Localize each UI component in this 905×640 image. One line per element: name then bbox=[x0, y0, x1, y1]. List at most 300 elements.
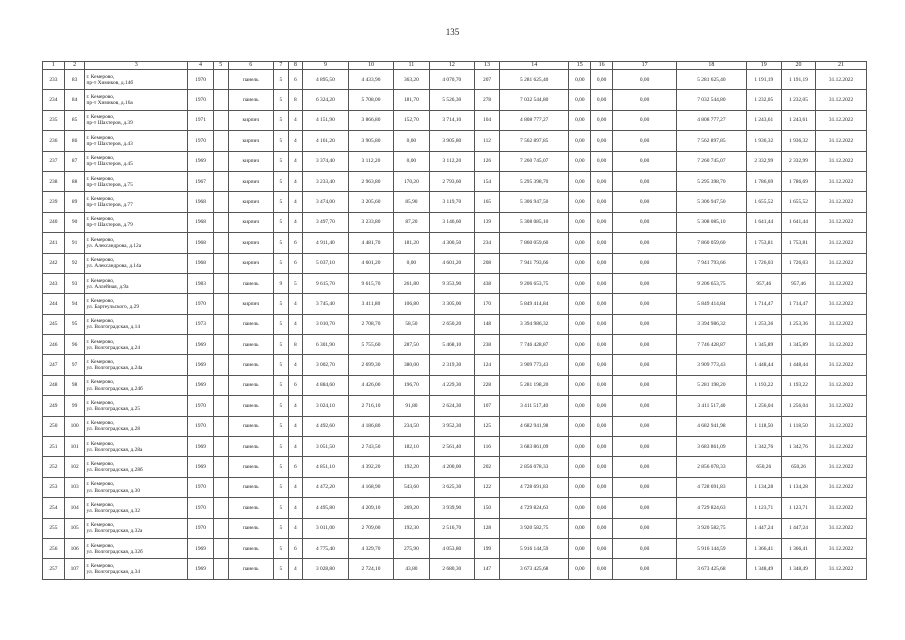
table-cell: 1 123,71 bbox=[746, 498, 781, 518]
table-cell: 235 bbox=[43, 110, 65, 130]
table-cell bbox=[214, 273, 229, 293]
table-cell: 0,00 bbox=[569, 151, 591, 171]
table-cell: 5 bbox=[274, 457, 289, 477]
table-cell: 1967 bbox=[188, 171, 214, 191]
table-cell: 1969 bbox=[188, 559, 214, 579]
table-cell: 251 bbox=[43, 437, 65, 457]
table-cell: 2 716,10 bbox=[348, 396, 394, 416]
table-row bbox=[43, 192, 867, 212]
table-cell: 0,00 bbox=[591, 416, 613, 436]
table-cell: 122 bbox=[475, 477, 500, 497]
table-cell: 94 bbox=[64, 294, 85, 314]
table-cell: 1 655,52 bbox=[781, 192, 815, 212]
table-cell: 2 699,30 bbox=[348, 355, 394, 375]
table-cell bbox=[214, 416, 229, 436]
table-cell: 4 186,80 bbox=[348, 416, 394, 436]
table-row bbox=[43, 375, 867, 395]
table-cell: 243 bbox=[43, 273, 65, 293]
table-cell: 1970 bbox=[188, 477, 214, 497]
table-cell: 3 714,10 bbox=[429, 110, 475, 130]
table-cell bbox=[214, 131, 229, 151]
table-cell: панель bbox=[228, 559, 274, 579]
table-cell: 1 655,52 bbox=[746, 192, 781, 212]
table-cell: 1969 bbox=[188, 151, 214, 171]
table-cell: 0,00 bbox=[612, 314, 676, 334]
table-cell: 0,00 bbox=[591, 335, 613, 355]
table-cell: 7 746 428,87 bbox=[499, 335, 568, 355]
table-cell: 31.12.2022 bbox=[816, 70, 867, 90]
address-cell: г. Кемерово, пр-т Шахтеров, д.43 bbox=[85, 131, 188, 151]
column-number-cell: 16 bbox=[591, 62, 613, 70]
table-cell: 3 119,70 bbox=[429, 192, 475, 212]
table-cell: 4 329,70 bbox=[348, 538, 394, 558]
table-cell: 9 615,70 bbox=[303, 273, 349, 293]
table-cell: 0,00 bbox=[591, 90, 613, 110]
table-cell: 3 625,30 bbox=[429, 477, 475, 497]
table-cell: 7 860 059,60 bbox=[499, 233, 568, 253]
address-cell: г. Кемерово, пр-т Шахтеров, д.77 bbox=[85, 192, 188, 212]
table-cell: 1 641,44 bbox=[746, 212, 781, 232]
table-cell: 207 bbox=[475, 70, 500, 90]
table-cell: панель bbox=[228, 355, 274, 375]
table-cell: 248 bbox=[43, 375, 65, 395]
table-cell: 0,00 bbox=[569, 273, 591, 293]
table-cell: панель bbox=[228, 518, 274, 538]
table-cell: 31.12.2022 bbox=[816, 518, 867, 538]
table-cell: 1969 bbox=[188, 457, 214, 477]
address-cell: г. Кемерово, ул. Волгоградская, д.24 bbox=[85, 335, 188, 355]
table-cell: 0,00 bbox=[569, 131, 591, 151]
table-cell: 192,30 bbox=[394, 518, 429, 538]
table-cell: 242 bbox=[43, 253, 65, 273]
table-cell: 3 394 986,32 bbox=[499, 314, 568, 334]
table-cell: 0,00 bbox=[612, 457, 676, 477]
table-cell: 5 bbox=[274, 416, 289, 436]
table-cell: 5 295 398,70 bbox=[499, 171, 568, 191]
table-cell: 0,00 bbox=[569, 437, 591, 457]
table-cell: кирпич bbox=[228, 233, 274, 253]
table-cell: 4 682 941,98 bbox=[677, 416, 746, 436]
table-cell: 5 bbox=[274, 233, 289, 253]
column-number-cell: 8 bbox=[288, 62, 303, 70]
table-cell: 0,00 bbox=[612, 171, 676, 191]
column-number-cell: 7 bbox=[274, 62, 289, 70]
housing-register-table bbox=[42, 61, 867, 580]
table-cell: 9 615,70 bbox=[348, 273, 394, 293]
table-cell: панель bbox=[228, 273, 274, 293]
table-cell: 5 bbox=[274, 171, 289, 191]
table-cell: 1970 bbox=[188, 131, 214, 151]
table-cell: 5 bbox=[274, 335, 289, 355]
table-cell: 9 206 653,75 bbox=[499, 273, 568, 293]
table-cell: 234,50 bbox=[394, 416, 429, 436]
table-cell: 1 448,44 bbox=[746, 355, 781, 375]
table-cell: 228 bbox=[475, 375, 500, 395]
address-cell: г. Кемерово, ул. Волгоградская, д.28б bbox=[85, 457, 188, 477]
table-cell: 5 295 398,70 bbox=[677, 171, 746, 191]
table-cell: 4 884,60 bbox=[303, 375, 349, 395]
table-cell: 1 753,81 bbox=[781, 233, 815, 253]
table-cell: панель bbox=[228, 375, 274, 395]
table-cell: 6 324,20 bbox=[303, 90, 349, 110]
table-cell: 1970 bbox=[188, 294, 214, 314]
table-cell: 234 bbox=[43, 90, 65, 110]
table-cell: 1 243,61 bbox=[781, 110, 815, 130]
table-cell: 1 232,05 bbox=[781, 90, 815, 110]
table-cell: 380,00 bbox=[394, 355, 429, 375]
table-cell: 5 849 414,84 bbox=[499, 294, 568, 314]
table-cell: 4 209,10 bbox=[348, 498, 394, 518]
table-row bbox=[43, 90, 867, 110]
table-cell: 5 bbox=[274, 518, 289, 538]
table-cell: 4 bbox=[288, 192, 303, 212]
table-cell: 238 bbox=[43, 171, 65, 191]
table-cell: 0,00 bbox=[591, 171, 613, 191]
table-cell: 2 708,70 bbox=[348, 314, 394, 334]
table-cell: 0,00 bbox=[612, 538, 676, 558]
table-cell: 126 bbox=[475, 151, 500, 171]
table-cell: 3 233,80 bbox=[348, 212, 394, 232]
table-cell: 8 bbox=[288, 335, 303, 355]
table-cell: 4 426,00 bbox=[348, 375, 394, 395]
table-cell: 2 724,10 bbox=[348, 559, 394, 579]
table-cell: панель bbox=[228, 416, 274, 436]
table-cell: 31.12.2022 bbox=[816, 110, 867, 130]
table-cell: 650,26 bbox=[746, 457, 781, 477]
table-cell: 4 601,20 bbox=[348, 253, 394, 273]
table-cell: 154 bbox=[475, 171, 500, 191]
table-row bbox=[43, 477, 867, 497]
table-cell: 4 bbox=[288, 396, 303, 416]
table-row bbox=[43, 559, 867, 579]
table-cell: 1969 bbox=[188, 538, 214, 558]
table-cell: 87 bbox=[64, 151, 85, 171]
table-cell: 31.12.2022 bbox=[816, 90, 867, 110]
table-cell: 125 bbox=[475, 416, 500, 436]
address-cell: г. Кемерово, ул. Волгоградская, д.32 bbox=[85, 498, 188, 518]
table-cell: 239 bbox=[43, 192, 65, 212]
table-cell: 3 112,20 bbox=[429, 151, 475, 171]
table-cell: 6 bbox=[288, 538, 303, 558]
table-cell: 105 bbox=[64, 518, 85, 538]
table-row bbox=[43, 253, 867, 273]
table-cell: 104 bbox=[64, 498, 85, 518]
table-cell: 543,60 bbox=[394, 477, 429, 497]
table-cell: 1968 bbox=[188, 233, 214, 253]
table-cell: 106,80 bbox=[394, 294, 429, 314]
table-cell: 4 300,50 bbox=[429, 233, 475, 253]
table-cell bbox=[214, 110, 229, 130]
table-cell: 4 481,70 bbox=[348, 233, 394, 253]
table-cell: 31.12.2022 bbox=[816, 314, 867, 334]
table-cell: 5 bbox=[274, 437, 289, 457]
table-cell: 128 bbox=[475, 518, 500, 538]
table-cell: 107 bbox=[475, 396, 500, 416]
table-cell: 4 bbox=[288, 559, 303, 579]
table-cell: 31.12.2022 bbox=[816, 273, 867, 293]
table-cell: 438 bbox=[475, 273, 500, 293]
table-cell bbox=[214, 355, 229, 375]
table-cell: 4 911,40 bbox=[303, 233, 349, 253]
table-cell: 238 bbox=[475, 335, 500, 355]
table-cell: 7 860 059,60 bbox=[677, 233, 746, 253]
table-cell: 1 191,19 bbox=[746, 70, 781, 90]
address-cell: г. Кемерово, ул. Волгоградская, д.32б bbox=[85, 538, 188, 558]
table-cell: 31.12.2022 bbox=[816, 457, 867, 477]
table-cell: 5 bbox=[274, 212, 289, 232]
table-row bbox=[43, 273, 867, 293]
table-cell: 5 bbox=[274, 396, 289, 416]
table-cell: 0,00 bbox=[569, 538, 591, 558]
address-cell: г. Кемерово, пр-т Шахтеров, д.45 bbox=[85, 151, 188, 171]
table-cell: 1970 bbox=[188, 498, 214, 518]
table-cell: 1970 bbox=[188, 90, 214, 110]
column-number-cell: 9 bbox=[303, 62, 349, 70]
table-cell: 0,00 bbox=[612, 70, 676, 90]
table-cell: 4 161,20 bbox=[303, 131, 349, 151]
table-cell: 1 342,76 bbox=[746, 437, 781, 457]
table-cell: 9 bbox=[274, 273, 289, 293]
address-cell: г. Кемерово, пр-т Химиков, д.14б bbox=[85, 70, 188, 90]
table-cell: 241 bbox=[43, 233, 65, 253]
table-cell: панель bbox=[228, 477, 274, 497]
table-cell: панель bbox=[228, 314, 274, 334]
table-cell: 1 118,50 bbox=[781, 416, 815, 436]
table-cell: 0,00 bbox=[612, 131, 676, 151]
table-cell: 4 bbox=[288, 416, 303, 436]
table-cell: 1 253,36 bbox=[746, 314, 781, 334]
table-cell: 150 bbox=[475, 498, 500, 518]
table-cell: 31.12.2022 bbox=[816, 253, 867, 273]
table-cell: 253 bbox=[43, 477, 65, 497]
table-body bbox=[43, 62, 867, 580]
table-cell bbox=[214, 70, 229, 90]
table-cell: 0,00 bbox=[612, 335, 676, 355]
table-cell: 1 256,04 bbox=[781, 396, 815, 416]
table-cell: 3 673 425,68 bbox=[677, 559, 746, 579]
table-cell: 4 bbox=[288, 110, 303, 130]
table-cell: 0,00 bbox=[591, 498, 613, 518]
table-cell: 7 032 544,80 bbox=[677, 90, 746, 110]
table-cell: 4 bbox=[288, 498, 303, 518]
table-cell: 196,70 bbox=[394, 375, 429, 395]
table-cell: 4 168,90 bbox=[348, 477, 394, 497]
table-cell: 0,00 bbox=[591, 375, 613, 395]
table-cell: 31.12.2022 bbox=[816, 477, 867, 497]
table-cell: 2 856 078,33 bbox=[677, 457, 746, 477]
table-cell: 124 bbox=[475, 355, 500, 375]
table-cell: 237 bbox=[43, 151, 65, 171]
table-cell: 0,00 bbox=[569, 233, 591, 253]
table-cell: 5 526,30 bbox=[429, 90, 475, 110]
table-cell: 5 306 947,50 bbox=[677, 192, 746, 212]
table-cell: 6 301,90 bbox=[303, 335, 349, 355]
table-cell: 3 051,50 bbox=[303, 437, 349, 457]
table-cell: 1 714,47 bbox=[781, 294, 815, 314]
table-cell: 1 342,76 bbox=[781, 437, 815, 457]
table-cell: 3 905,80 bbox=[348, 131, 394, 151]
table-cell: 5 bbox=[274, 192, 289, 212]
table-cell: 3 673 425,68 bbox=[499, 559, 568, 579]
table-cell: 1 786,69 bbox=[781, 171, 815, 191]
table-cell: 0,00 bbox=[591, 151, 613, 171]
address-cell: г. Кемерово, ул. Волгоградская, д.28 bbox=[85, 416, 188, 436]
table-cell: 5 bbox=[274, 375, 289, 395]
address-cell: г. Кемерово, ул. Волгоградская, д.30 bbox=[85, 477, 188, 497]
table-cell: 7 562 897,85 bbox=[677, 131, 746, 151]
table-row bbox=[43, 498, 867, 518]
table-cell: 3 920 582,75 bbox=[677, 518, 746, 538]
table-cell: 31.12.2022 bbox=[816, 151, 867, 171]
table-cell: 4 bbox=[288, 477, 303, 497]
table-cell: 182,10 bbox=[394, 437, 429, 457]
table-cell: 31.12.2022 bbox=[816, 192, 867, 212]
table-cell: 90 bbox=[64, 212, 85, 232]
table-cell: 92 bbox=[64, 253, 85, 273]
address-cell: г. Кемерово, ул. Волгоградская, д.25 bbox=[85, 396, 188, 416]
table-cell bbox=[214, 518, 229, 538]
table-cell: 31.12.2022 bbox=[816, 437, 867, 457]
table-cell: 31.12.2022 bbox=[816, 498, 867, 518]
table-cell: 3 683 861,09 bbox=[499, 437, 568, 457]
table-cell: 2 743,50 bbox=[348, 437, 394, 457]
table-cell: 85,90 bbox=[394, 192, 429, 212]
table-cell: 9 206 653,75 bbox=[677, 273, 746, 293]
table-cell: 9 353,90 bbox=[429, 273, 475, 293]
table-cell: 0,00 bbox=[591, 538, 613, 558]
table-cell: 100 bbox=[64, 416, 85, 436]
address-cell: г. Кемерово, ул. Бартеульского, д.29 bbox=[85, 294, 188, 314]
table-cell: 4 151,90 bbox=[303, 110, 349, 130]
table-cell: 88 bbox=[64, 171, 85, 191]
table-cell: 5 bbox=[274, 477, 289, 497]
table-cell: 99 bbox=[64, 396, 85, 416]
address-cell: г. Кемерово, ул. Волгоградская, д.28а bbox=[85, 437, 188, 457]
table-cell: 0,00 bbox=[591, 294, 613, 314]
table-cell: 139 bbox=[475, 212, 500, 232]
table-cell: 0,00 bbox=[612, 192, 676, 212]
table-cell: 2 650,20 bbox=[429, 314, 475, 334]
table-cell: 101 bbox=[64, 437, 85, 457]
table-cell: 1 345,89 bbox=[746, 335, 781, 355]
table-cell bbox=[214, 538, 229, 558]
table-cell: 31.12.2022 bbox=[816, 416, 867, 436]
table-cell: 3 920 582,75 bbox=[499, 518, 568, 538]
table-cell: 7 941 793,66 bbox=[677, 253, 746, 273]
table-cell: 240 bbox=[43, 212, 65, 232]
table-cell: 2 709,00 bbox=[348, 518, 394, 538]
table-row bbox=[43, 457, 867, 477]
table-cell bbox=[214, 559, 229, 579]
table-cell: 0,00 bbox=[569, 477, 591, 497]
table-cell: 650,26 bbox=[781, 457, 815, 477]
table-cell: 1 118,50 bbox=[746, 416, 781, 436]
table-cell: 1 232,05 bbox=[746, 90, 781, 110]
table-cell: 202 bbox=[475, 457, 500, 477]
table-cell: 252 bbox=[43, 457, 65, 477]
table-cell: 1969 bbox=[188, 355, 214, 375]
table-cell bbox=[214, 498, 229, 518]
table-cell: 2 793,60 bbox=[429, 171, 475, 191]
table-cell: 96 bbox=[64, 335, 85, 355]
table-cell: 6 bbox=[288, 70, 303, 90]
table-cell: 1 191,19 bbox=[781, 70, 815, 90]
table-cell: 31.12.2022 bbox=[816, 559, 867, 579]
table-cell: 91,80 bbox=[394, 396, 429, 416]
table-cell: 1 243,61 bbox=[746, 110, 781, 130]
table-cell: 1 193,22 bbox=[746, 375, 781, 395]
table-cell: 0,00 bbox=[569, 171, 591, 191]
table-cell: 147 bbox=[475, 559, 500, 579]
table-cell: 170,20 bbox=[394, 171, 429, 191]
table-cell: 6 bbox=[288, 253, 303, 273]
table-cell: кирпич bbox=[228, 212, 274, 232]
column-number-cell: 1 bbox=[43, 62, 65, 70]
table-cell: 233 bbox=[43, 70, 65, 90]
table-cell: 1968 bbox=[188, 212, 214, 232]
table-cell: 1 366,41 bbox=[746, 538, 781, 558]
table-cell: 0,00 bbox=[394, 253, 429, 273]
table-cell: 0,00 bbox=[569, 559, 591, 579]
table-cell: 2 624,30 bbox=[429, 396, 475, 416]
table-cell: 6 bbox=[288, 375, 303, 395]
table-cell: 0,00 bbox=[569, 70, 591, 90]
table-cell: 1 714,47 bbox=[746, 294, 781, 314]
table-cell: 5 916 144,59 bbox=[677, 538, 746, 558]
table-cell: 199 bbox=[475, 538, 500, 558]
table-cell: 165 bbox=[475, 192, 500, 212]
table-cell: 31.12.2022 bbox=[816, 212, 867, 232]
table-row bbox=[43, 212, 867, 232]
table-cell: 31.12.2022 bbox=[816, 294, 867, 314]
table-cell: 957,46 bbox=[746, 273, 781, 293]
table-cell bbox=[214, 457, 229, 477]
table-cell: 1970 bbox=[188, 518, 214, 538]
table-cell bbox=[214, 396, 229, 416]
table-cell: 1 936,32 bbox=[781, 131, 815, 151]
table-cell: панель bbox=[228, 538, 274, 558]
table-row bbox=[43, 335, 867, 355]
table-row bbox=[43, 518, 867, 538]
table-cell: 4 433,90 bbox=[348, 70, 394, 90]
table-row bbox=[43, 437, 867, 457]
table-cell: 4 bbox=[288, 518, 303, 538]
table-cell: 97 bbox=[64, 355, 85, 375]
table-cell: 5 bbox=[274, 559, 289, 579]
table-cell: 2 856 078,33 bbox=[499, 457, 568, 477]
table-cell: 8 bbox=[288, 90, 303, 110]
table-cell: панель bbox=[228, 437, 274, 457]
column-number-cell: 15 bbox=[569, 62, 591, 70]
table-cell: 170 bbox=[475, 294, 500, 314]
table-cell: 0,00 bbox=[569, 375, 591, 395]
table-cell: 3 909 773,43 bbox=[499, 355, 568, 375]
table-cell: 278 bbox=[475, 90, 500, 110]
table-cell: 0,00 bbox=[569, 253, 591, 273]
table-cell: 181,20 bbox=[394, 233, 429, 253]
table-cell: 4 729 824,63 bbox=[499, 498, 568, 518]
table-cell: 0,00 bbox=[569, 335, 591, 355]
table-cell bbox=[214, 171, 229, 191]
table-cell: 5 849 414,84 bbox=[677, 294, 746, 314]
table-cell: 4 601,20 bbox=[429, 253, 475, 273]
column-number-cell: 12 bbox=[429, 62, 475, 70]
column-number-cell: 6 bbox=[228, 62, 274, 70]
table-cell: 98 bbox=[64, 375, 85, 395]
table-cell: 3 374,40 bbox=[303, 151, 349, 171]
table-cell: 104 bbox=[475, 110, 500, 130]
table-row bbox=[43, 294, 867, 314]
